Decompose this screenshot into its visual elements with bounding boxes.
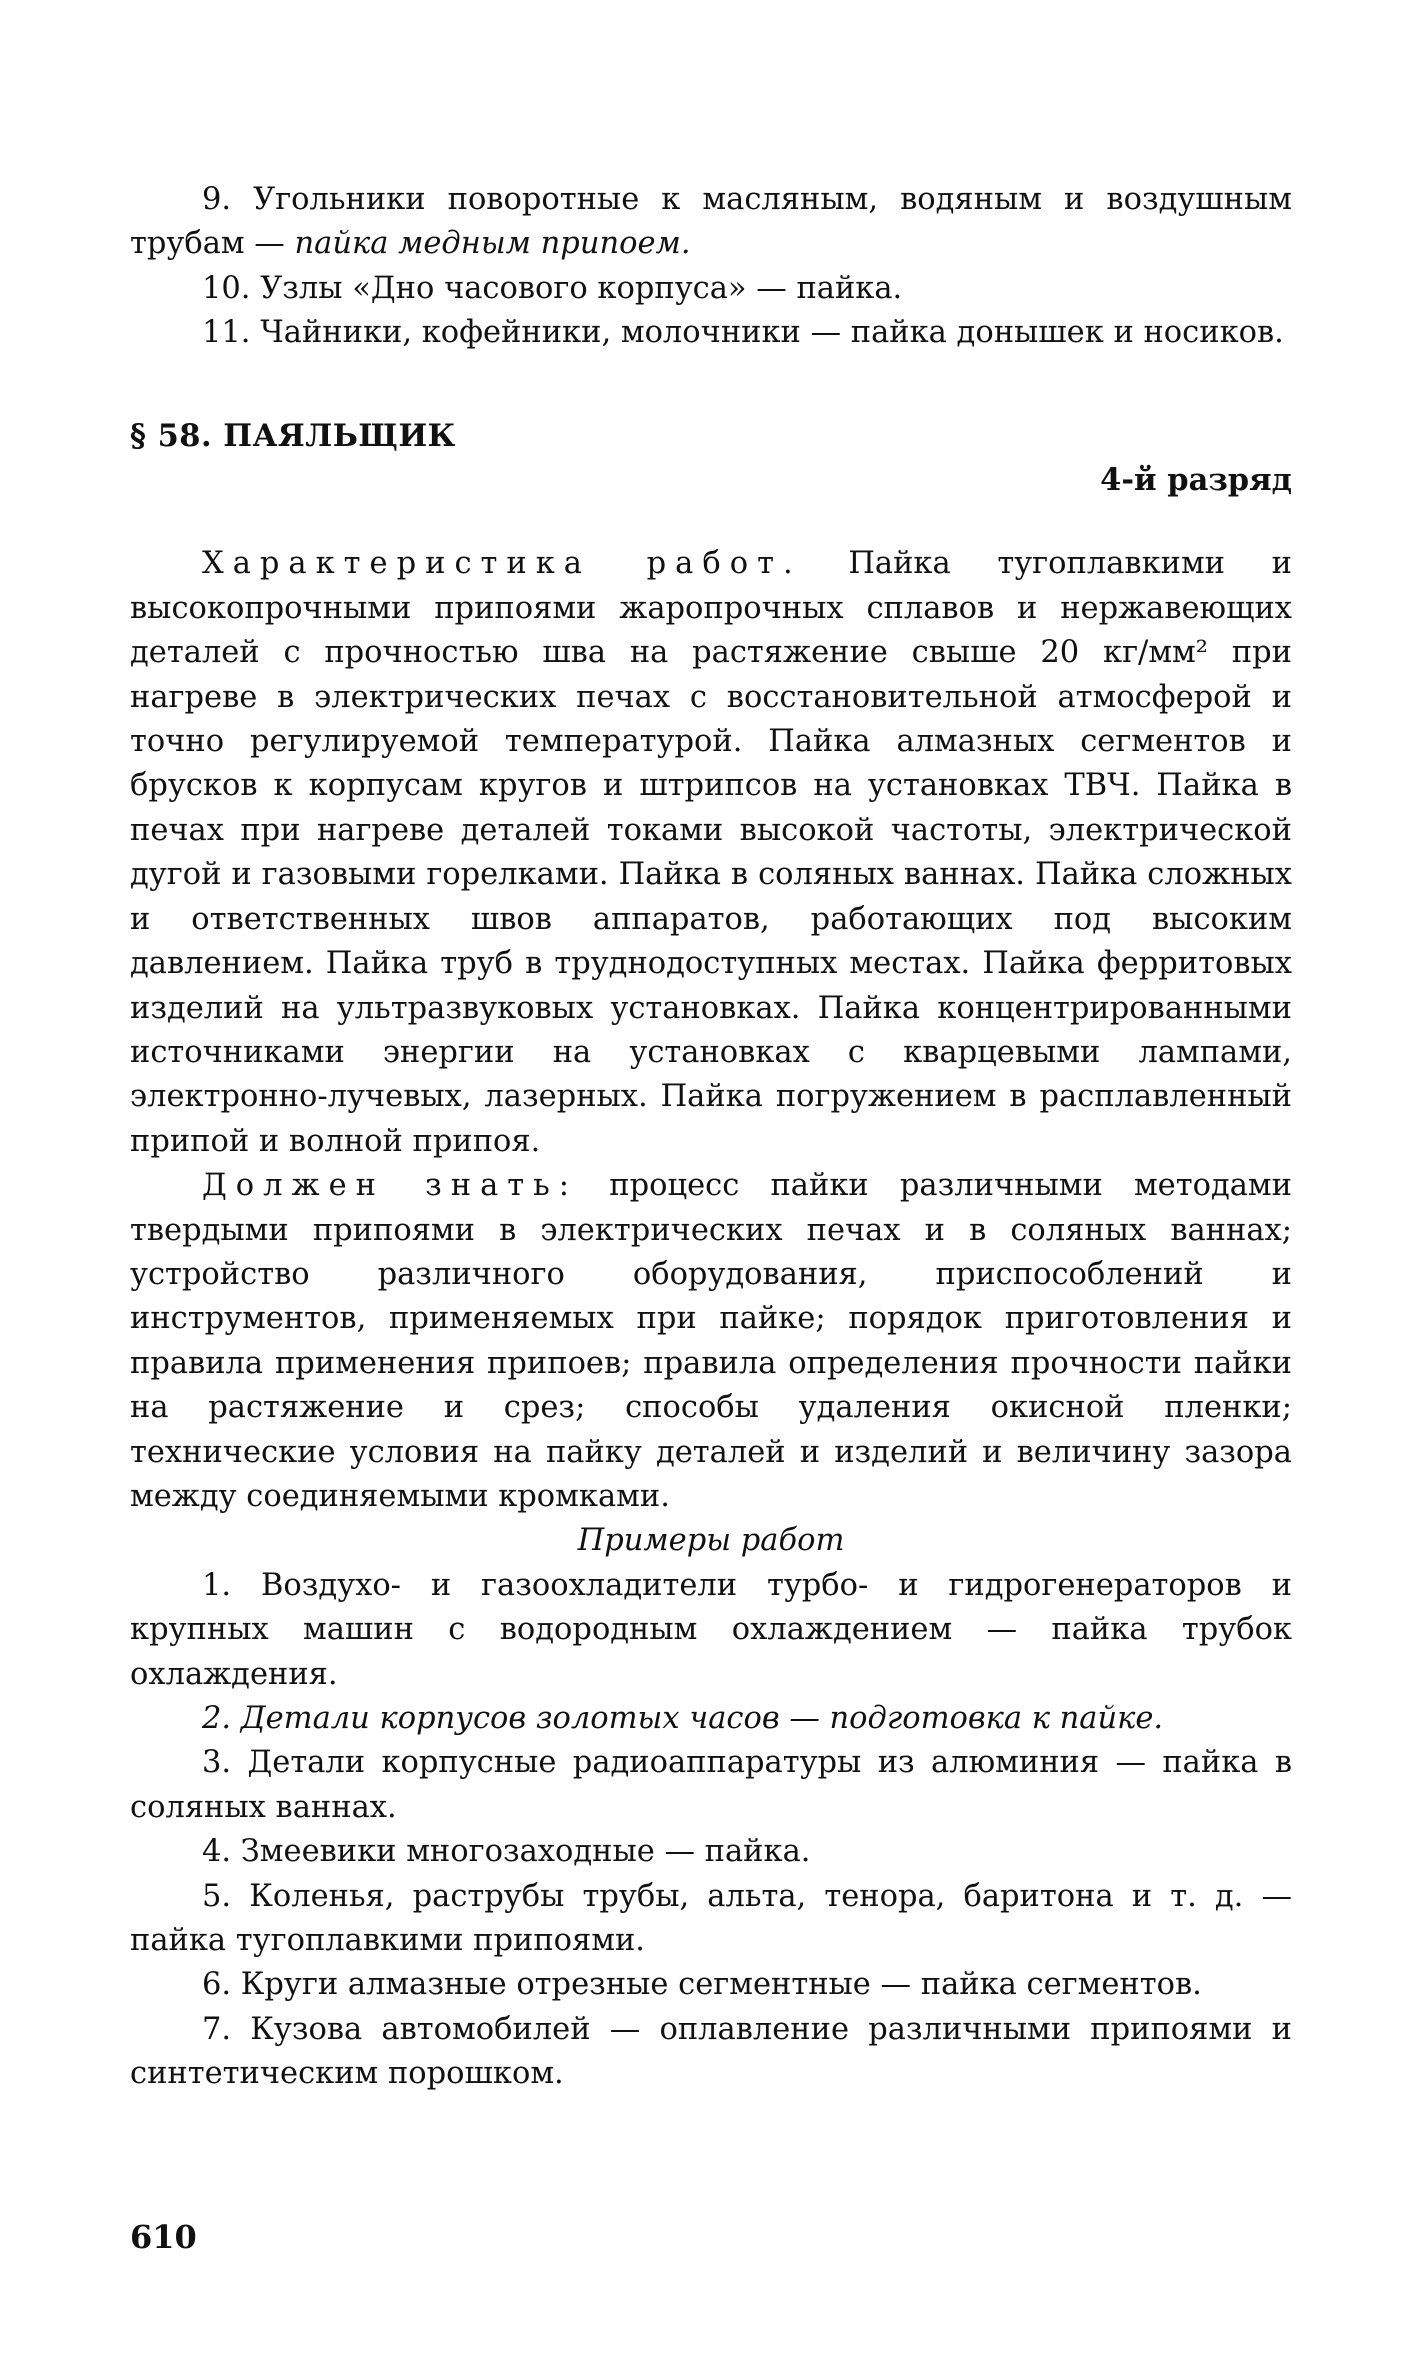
- example-item-5: 5. Коленья, раструбы трубы, альта, тенора, баритона и т. д. — пайка тугоплавкими припоями.: [130, 1878, 1292, 1959]
- example-item-1: 1. Воздухо- и газоохладители турбо- и гидрогенераторов и крупных машин с водородным охлаждением — пайка трубок охлаждения.: [130, 1567, 1292, 1692]
- characteristics-label: Характеристика работ.: [202, 546, 802, 582]
- knowledge-label: Должен знать:: [202, 1168, 579, 1204]
- examples-heading: Примеры работ: [577, 1523, 845, 1559]
- list-item-11: 11. Чайники, кофейники, молочники — пайка донышек и носиков.: [202, 315, 1284, 351]
- section-title: § 58. ПАЯЛЬЩИК: [130, 417, 456, 454]
- list-item-10: 10. Узлы «Дно часового корпуса» — пайка.: [202, 270, 903, 306]
- characteristics-paragraph: [130, 542, 1292, 1164]
- example-item-3: 3. Детали корпусные радиоаппаратуры из алюминия — пайка в соляных ваннах.: [130, 1745, 1292, 1825]
- knowledge-paragraph: [130, 1164, 1292, 1519]
- rank-label: 4-й разряд: [1100, 462, 1292, 499]
- example-item-4: 4. Змеевики многозаходные — пайка.: [202, 1834, 811, 1870]
- example-item-2: 2. Детали корпусов золотых часов — подготовка к пайке.: [202, 1701, 1164, 1736]
- list-item-9: 9. Угольники поворотные к масляным, водяным и воздушным трубам — пайка медным припоем.: [130, 182, 1292, 262]
- example-item-6: 6. Круги алмазные отрезные сегментные — пайка сегментов.: [202, 1967, 1202, 2003]
- characteristics-text: Пайка тугоплавкими и высокопрочными припоями жаропрочных сплавов и нержавеющих деталей с прочностью шва на растяжение свыше 20 кг/мм² при нагреве в электрических печах с восстановительной атмосферой и точно регулируемой температурой. Пайка алмазных сегментов и брусков к корпусам кругов и штрипсов на установках ТВЧ. Пайка в печах при нагреве деталей токами высокой частоты, электрической дугой и газовыми горелками. Пайка в соляных ваннах. Пайка сложных и ответственных швов аппаратов, работающих под высоким давлением. Пайка труб в труднодоступных местах. Пайка ферритовых изделий на ультразвуковых установках. Пайка концентрированными источниками энергии на установках с кварцевыми лампами, электронно-лучевых, лазерных. Пайка погружением в расплавленный припой и волной припоя.: [130, 546, 1293, 1159]
- page-number: 610: [130, 2218, 197, 2256]
- knowledge-text: процесс пайки различными методами твердыми припоями в электрических печах и в соляных ваннах; устройство различного оборудования, приспособлений и инструментов, применяемых при пайке; порядок приготовления и правила применения припоев; правила определения прочности пайки на растяжение и срез; способы удаления окисной пленки; технические условия на пайку деталей и изделий и величину зазора между соединяемыми кромками.: [130, 1168, 1292, 1514]
- example-item-7: 7. Кузова автомобилей — оплавление различными припоями и синтетическим порошком.: [130, 2011, 1292, 2092]
